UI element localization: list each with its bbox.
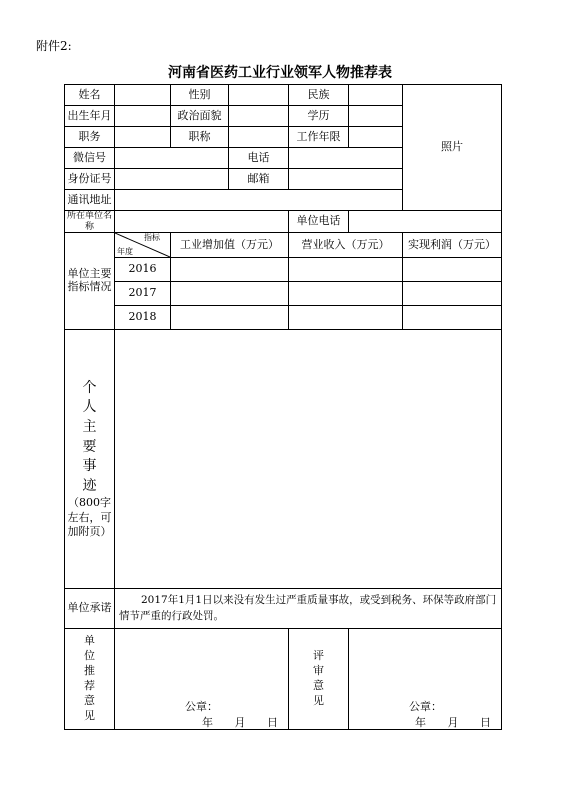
- row-indicator-header: [65, 233, 502, 258]
- address-label: 通讯地址: [65, 190, 115, 211]
- photo-cell[interactable]: 照片: [403, 85, 502, 211]
- work-years-label: 工作年限: [289, 127, 349, 148]
- recommend-label: 单位推荐意见: [84, 634, 95, 722]
- row-commitment: [65, 589, 502, 629]
- row-name: [65, 85, 502, 106]
- added-value-2018-field[interactable]: [171, 306, 289, 330]
- ethnicity-field[interactable]: [349, 85, 403, 106]
- education-field[interactable]: [349, 106, 403, 127]
- diag-year-label: 年度: [117, 246, 133, 256]
- email-label: 邮箱: [229, 169, 289, 190]
- position-field[interactable]: [115, 127, 171, 148]
- year-label: 2017: [115, 282, 171, 306]
- title-label: 职称: [171, 127, 229, 148]
- unit-phone-field[interactable]: [349, 211, 502, 233]
- diag-indicator-label: 指标: [144, 233, 160, 242]
- recommendation-form: [64, 84, 502, 730]
- profit-2016-field[interactable]: [403, 258, 502, 282]
- profit-2017-field[interactable]: [403, 282, 502, 306]
- unit-name-label: 所在单位名称: [65, 211, 115, 233]
- income-2016-field[interactable]: [289, 258, 403, 282]
- row-year-2017: [65, 282, 502, 306]
- gender-field[interactable]: [229, 85, 289, 106]
- review-label: 评审意见: [313, 649, 324, 707]
- education-label: 学历: [289, 106, 349, 127]
- profit-2018-field[interactable]: [403, 306, 502, 330]
- annex-label: 附件2:: [36, 39, 72, 53]
- political-field[interactable]: [229, 106, 289, 127]
- birth-field[interactable]: [115, 106, 171, 127]
- title-field[interactable]: [229, 127, 289, 148]
- indicators-label: 单位主要指标情况: [65, 233, 115, 330]
- id-number-field[interactable]: [115, 169, 229, 190]
- wechat-field[interactable]: [115, 148, 229, 169]
- review-field[interactable]: [349, 629, 502, 730]
- ethnicity-label: 民族: [289, 85, 349, 106]
- diagonal-header-cell: [115, 233, 171, 258]
- work-years-field[interactable]: [349, 127, 403, 148]
- gender-label: 性别: [171, 85, 229, 106]
- birth-label: 出生年月: [65, 106, 115, 127]
- recommend-field[interactable]: [115, 629, 289, 730]
- id-number-label: 身份证号: [65, 169, 115, 190]
- row-deeds: [65, 330, 502, 589]
- deeds-note: （800字左右，可加附页）: [67, 496, 112, 538]
- deeds-label-cell: [65, 330, 115, 589]
- recommend-label-cell: [65, 629, 115, 730]
- position-label: 职务: [65, 127, 115, 148]
- review-date-label: 年 月 日: [415, 716, 491, 729]
- operating-income-header: 营业收入（万元）: [289, 233, 403, 258]
- income-2017-field[interactable]: [289, 282, 403, 306]
- name-field[interactable]: [115, 85, 171, 106]
- phone-label: 电话: [229, 148, 289, 169]
- commitment-label: 单位承诺: [65, 589, 115, 629]
- deeds-field[interactable]: [115, 330, 502, 589]
- income-2018-field[interactable]: [289, 306, 403, 330]
- unit-phone-label: 单位电话: [289, 211, 349, 233]
- unit-name-field[interactable]: [115, 211, 289, 233]
- wechat-label: 微信号: [65, 148, 115, 169]
- year-label: 2018: [115, 306, 171, 330]
- review-label-cell: [289, 629, 349, 730]
- added-value-2017-field[interactable]: [171, 282, 289, 306]
- deeds-title: 个人主要事迹: [82, 379, 97, 494]
- commitment-text: 2017年1月1日以来没有发生过严重质量事故，或受到税务、环保等政府部门情节严重的行政处罚。: [115, 589, 502, 629]
- address-field[interactable]: [115, 190, 403, 211]
- row-unit: [65, 211, 502, 233]
- added-value-2016-field[interactable]: [171, 258, 289, 282]
- row-year-2016: [65, 258, 502, 282]
- political-label: 政治面貌: [171, 106, 229, 127]
- phone-field[interactable]: [289, 148, 403, 169]
- name-label: 姓名: [65, 85, 115, 106]
- year-label: 2016: [115, 258, 171, 282]
- review-seal-label: 公章：: [409, 700, 442, 713]
- industrial-added-value-header: 工业增加值（万元）: [171, 233, 289, 258]
- email-field[interactable]: [289, 169, 403, 190]
- recommend-seal-label: 公章：: [185, 700, 218, 713]
- recommend-date-label: 年 月 日: [202, 716, 278, 729]
- row-opinions: [65, 629, 502, 730]
- profit-header: 实现利润（万元）: [403, 233, 502, 258]
- form-title: 河南省医药工业行业领军人物推荐表: [168, 65, 392, 81]
- row-year-2018: [65, 306, 502, 330]
